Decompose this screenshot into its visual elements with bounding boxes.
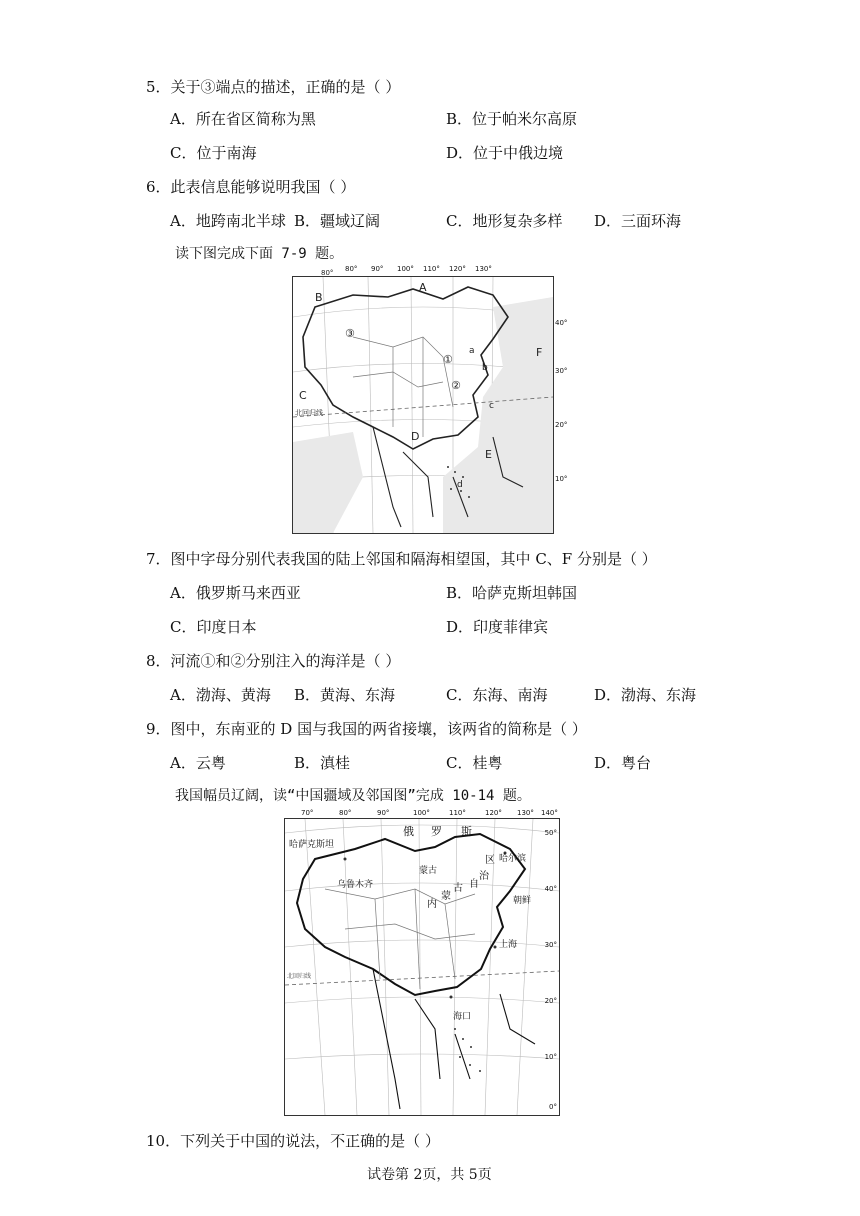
q5-option-a[interactable]: A．所在省区简称为黑: [170, 110, 316, 128]
q7-option-a[interactable]: A．俄罗斯马来西亚: [170, 584, 301, 602]
map-china-neighbors-1: [292, 265, 568, 534]
q9-option-b[interactable]: B．滇桂: [294, 754, 351, 772]
map2-lat-label: 0°: [549, 1103, 557, 1111]
q5-option-d[interactable]: D．位于中俄边境: [446, 144, 564, 162]
map2-lat-label: 20°: [544, 997, 557, 1005]
map1-lon-label: 100°: [397, 265, 414, 273]
q9-option-c[interactable]: C．桂粤: [446, 754, 503, 772]
q7-option-b[interactable]: B．哈萨克斯坦韩国: [446, 584, 578, 602]
map2-lat-label: 10°: [544, 1053, 557, 1061]
question-8-stem: 8．河流①和②分别注入的海洋是（ ）: [146, 652, 401, 670]
label-region-1: 区: [485, 855, 495, 866]
q5-option-c[interactable]: C．位于南海: [170, 144, 257, 162]
question-9-stem: 9．图中，东南亚的 D 国与我国的两省接壤，该两省的简称是（ ）: [146, 720, 587, 738]
label-shanghai: 上海: [499, 940, 518, 950]
map1-endpoint-3: ③: [345, 327, 355, 340]
map1-letter-e: E: [485, 448, 492, 461]
q6-option-c[interactable]: C．地形复杂多样: [446, 212, 563, 230]
map1-letter-a: A: [419, 281, 427, 294]
map2-intro: 我国幅员辽阔，读“中国疆域及邻国图”完成 10-14 题。: [175, 788, 531, 804]
map1-letter-b-small: b: [482, 363, 488, 373]
map2-lon-label: 110°: [449, 809, 466, 817]
q7-option-c[interactable]: C．印度日本: [170, 618, 257, 636]
map1-river-1: ①: [443, 353, 453, 366]
map2-lon-label: 90°: [377, 809, 390, 817]
q6-option-a[interactable]: A．地跨南北半球: [170, 212, 286, 230]
map1-lon-label: 130°: [475, 265, 492, 273]
map1-letter-f: F: [536, 346, 543, 359]
map2-lon-label: 70°: [301, 809, 314, 817]
map2-lat-label: 30°: [544, 941, 557, 949]
q8-option-c[interactable]: C．东海、南海: [446, 686, 548, 704]
question-7-stem: 7．图中字母分别代表我国的陆上邻国和隔海相望国，其中 C、F 分别是（ ）: [146, 550, 657, 568]
map1-lat-label: 10°: [555, 475, 568, 483]
question-5-stem: 5．关于③端点的描述，正确的是（ ）: [146, 78, 401, 96]
map2-lon-label: 130°: [517, 809, 534, 817]
map1-lon-label: 80°: [345, 265, 358, 273]
map2-lon-label: 80°: [339, 809, 352, 817]
q6-option-d[interactable]: D．三面环海: [594, 212, 682, 230]
map1-letter-c: C: [299, 389, 307, 402]
page-footer: 试卷第 2页，共 5页: [367, 1167, 492, 1183]
map2-lon-label: 100°: [413, 809, 430, 817]
map1-letter-d: D: [411, 430, 420, 443]
map1-tropic-label: 北回归线: [295, 409, 323, 417]
map-china-territory-neighbors: [284, 809, 560, 1116]
question-10-stem: 10．下列关于中国的说法，不正确的是（ ）: [146, 1132, 440, 1150]
label-inner-1: 内: [427, 899, 437, 910]
map2-lon-label: 120°: [485, 809, 502, 817]
map1-lat-label: 40°: [555, 319, 568, 327]
label-korea: 朝鲜: [513, 896, 532, 906]
label-russia-3: 斯: [461, 825, 472, 838]
map2-lat-label: 50°: [544, 829, 557, 837]
label-inner-2: 蒙: [441, 891, 451, 902]
map1-letter-b: B: [315, 291, 323, 304]
q8-option-d[interactable]: D．渤海、东海: [594, 686, 697, 704]
map1-lon-label: 90°: [371, 265, 384, 273]
q7-option-d[interactable]: D．印度菲律宾: [446, 618, 549, 636]
q8-option-b[interactable]: B．黄海、东海: [294, 686, 396, 704]
map1-letter-a-small: a: [469, 346, 475, 356]
q6-option-b[interactable]: B．疆域辽阔: [294, 212, 381, 230]
map1-river-2: ②: [451, 379, 461, 392]
label-haikou: 海口: [453, 1012, 472, 1022]
q9-option-d[interactable]: D．粤台: [594, 754, 652, 772]
label-kazakhstan: 哈萨克斯坦: [289, 840, 335, 850]
q5-option-b[interactable]: B．位于帕米尔高原: [446, 110, 578, 128]
map1-lat-label: 20°: [555, 421, 568, 429]
map1-lon-label: 110°: [423, 265, 440, 273]
label-inner-3: 古: [453, 883, 463, 894]
map1-letter-c-small: c: [489, 401, 494, 411]
map1-lat-label: 30°: [555, 367, 568, 375]
map2-lon-label: 140°: [541, 809, 558, 817]
label-harbin: 哈尔滨: [499, 854, 527, 864]
map2-tropic-label: 北回归线: [287, 973, 312, 980]
map1-lon-80: 80°: [321, 269, 334, 277]
label-russia-1: 俄: [403, 825, 414, 838]
label-region-3: 治: [479, 871, 489, 882]
map1-intro: 读下图完成下面 7-9 题。: [175, 246, 344, 262]
map2-lat-label: 40°: [544, 885, 557, 893]
label-mongolia: 蒙古: [419, 866, 438, 876]
q8-option-a[interactable]: A．渤海、黄海: [170, 686, 271, 704]
question-6-stem: 6．此表信息能够说明我国（ ）: [146, 178, 356, 196]
map1-lon-label: 120°: [449, 265, 466, 273]
map1-letter-d-small: d: [457, 480, 463, 490]
q9-option-a[interactable]: A．云粤: [170, 754, 226, 772]
label-region-2: 自: [469, 879, 479, 890]
label-urumqi: 乌鲁木齐: [337, 880, 374, 890]
label-russia-2: 罗: [431, 825, 442, 838]
